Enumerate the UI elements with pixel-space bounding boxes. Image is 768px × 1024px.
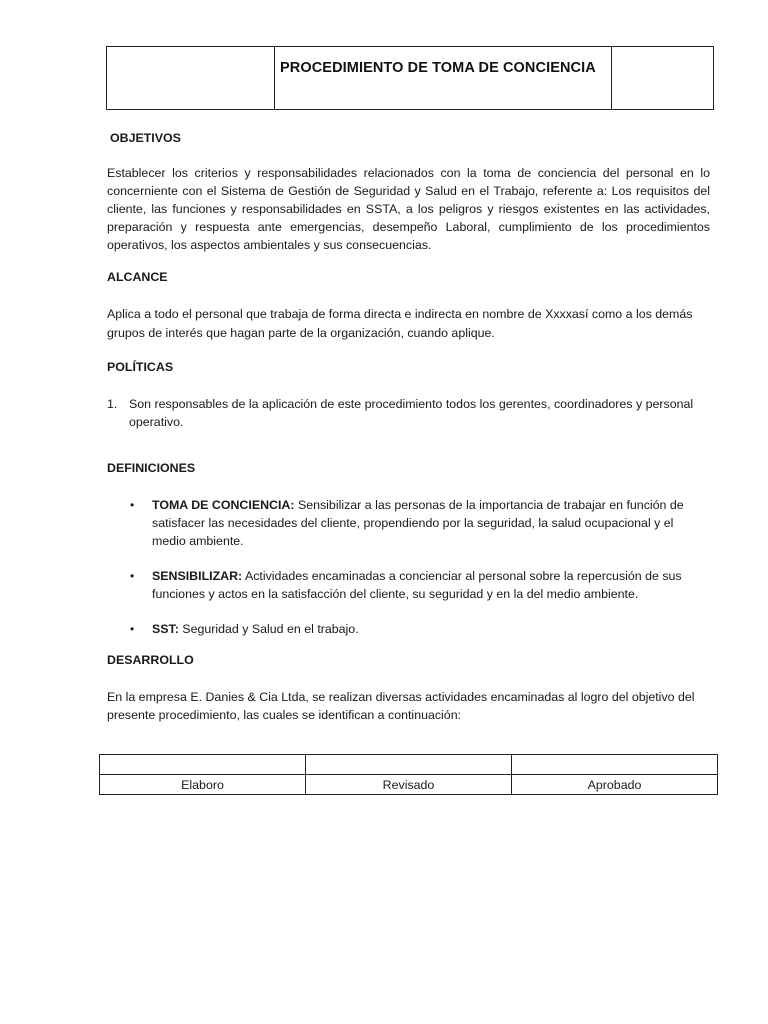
- definition-item: [130, 496, 708, 550]
- signature-cell: [512, 755, 718, 775]
- definition-term: TOMA DE CONCIENCIA:: [152, 498, 295, 512]
- desarrollo-heading: DESARROLLO: [107, 653, 194, 667]
- definition-text: Actividades encaminadas a concienciar al personal sobre la repercusión de sus funciones y actos en la satisfacción del cliente, su seguridad y en la del medio ambiente.: [152, 569, 682, 601]
- header-title-cell: [275, 47, 612, 110]
- signature-cell: [306, 755, 512, 775]
- desarrollo-text: En la empresa E. Danies & Cia Ltda, se realizan diversas actividades encaminadas al logro del objetivo del presente procedimiento, las cuales se identifican a continuación:: [107, 690, 695, 722]
- politicas-heading: POLÍTICAS: [107, 360, 174, 374]
- definiciones-heading: DEFINICIONES: [107, 461, 196, 475]
- signature-table: [99, 754, 718, 795]
- definition-text: Seguridad y Salud en el trabajo.: [178, 622, 359, 636]
- signature-cell: [100, 755, 306, 775]
- signature-label-elaboro: Elaboro: [100, 775, 306, 795]
- alcance-text: Aplica a todo el personal que trabaja de forma directa e indirecta en nombre de Xxxxasí como a los demás grupos de interés que hagan parte de la organización, cuando aplique.: [107, 307, 693, 340]
- document-title: PROCEDIMIENTO DE TOMA DE CONCIENCIA: [280, 60, 596, 76]
- header-code-cell: [612, 47, 714, 110]
- header-logo-cell: [107, 47, 275, 110]
- alcance-heading: ALCANCE: [107, 270, 168, 284]
- bullet-icon: •: [130, 498, 135, 512]
- bullet-icon: •: [130, 569, 135, 583]
- document-header: [106, 46, 714, 110]
- objetivos-heading: OBJETIVOS: [110, 131, 181, 145]
- definition-term: SST:: [152, 622, 179, 636]
- objetivos-text: Establecer los criterios y responsabilidades relacionados con la toma de conciencia del personal en lo concerniente con el Sistema de Gestión de Seguridad y Salud en el Trabajo, referente a: Los requisitos del cliente, las funciones y responsabilidades en SSTA, a los peligros y riesgos existentes en las actividades, preparación y respuesta ante emergencias, desempeño Laboral, cumplimiento de los procedimientos operativos, los aspectos ambientales y sus consecuencias.: [107, 166, 710, 252]
- definition-term: SENSIBILIZAR:: [152, 569, 243, 583]
- definition-item: [130, 620, 708, 638]
- definition-item: [130, 567, 708, 603]
- bullet-icon: •: [130, 622, 135, 636]
- signature-label-revisado: Revisado: [306, 775, 512, 795]
- definition-text: Sensibilizar a las personas de la importancia de trabajar en función de satisfacer las necesidades del cliente, propendiendo por la seguridad, la salud ocupacional y el medio ambiente.: [152, 498, 684, 548]
- list-number: 1.: [107, 397, 118, 411]
- politicas-list-item: [107, 395, 707, 431]
- list-text: Son responsables de la aplicación de este procedimiento todos los gerentes, coordinadores y personal operativo.: [129, 397, 694, 429]
- signature-label-aprobado: Aprobado: [512, 775, 718, 795]
